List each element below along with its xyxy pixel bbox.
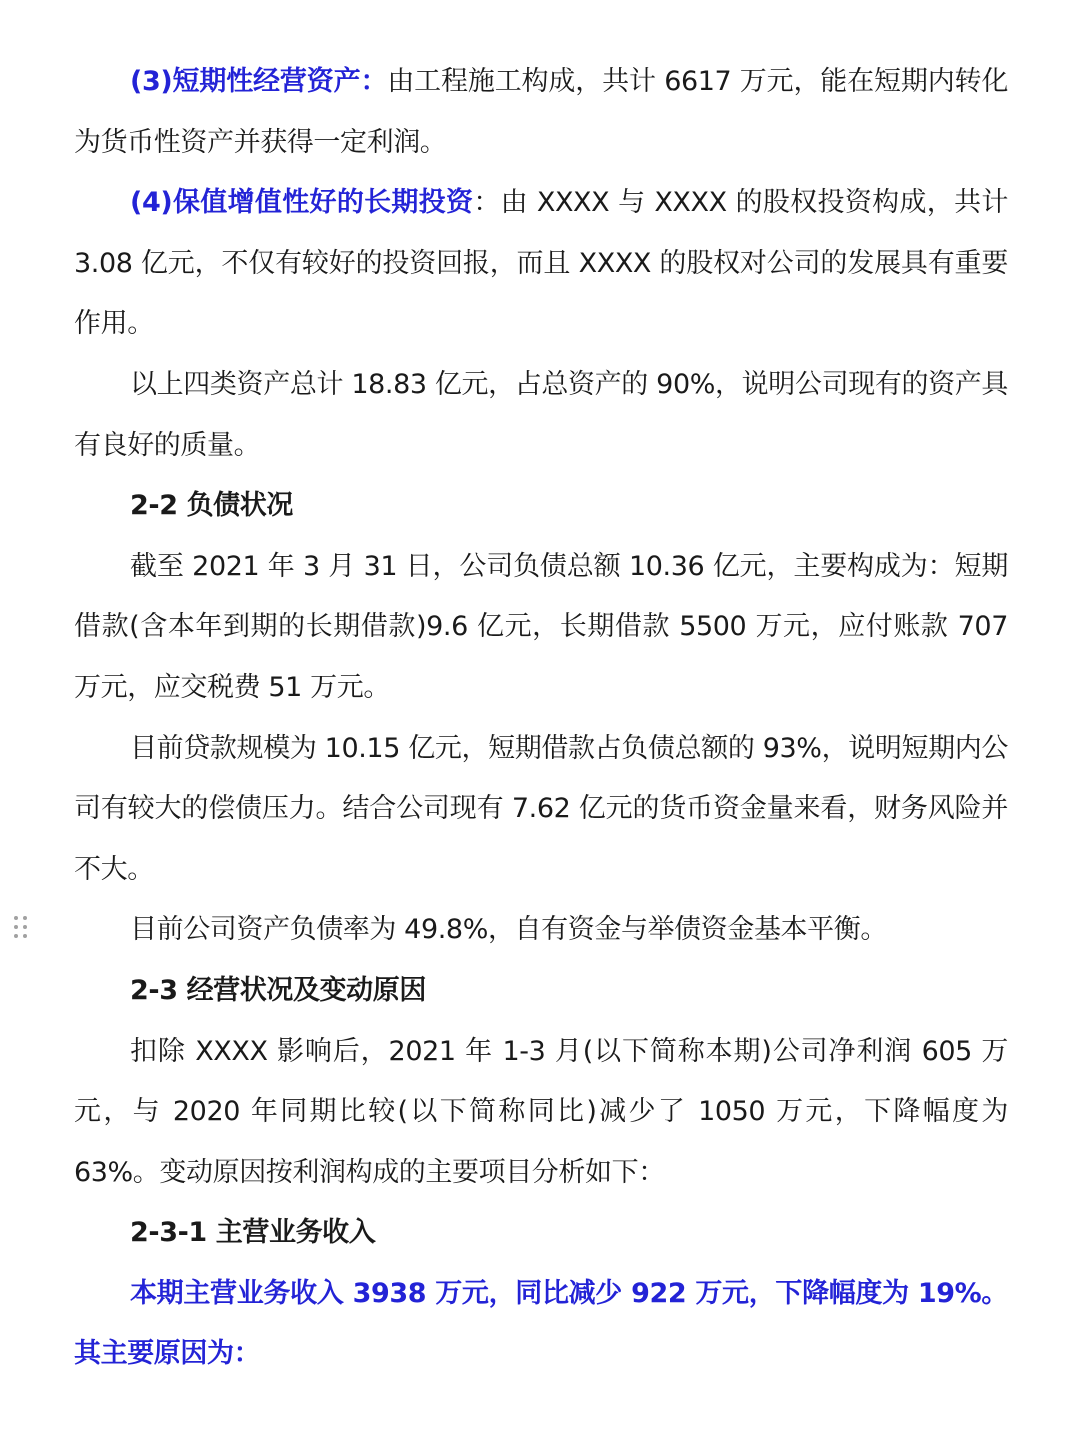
document-body bbox=[74, 52, 1008, 1385]
paragraph-short-term-assets bbox=[74, 52, 1008, 173]
section-heading-operations: 2-3 经营状况及变动原因 bbox=[130, 974, 426, 1006]
paragraph-loan-scale: 目前贷款规模为 10.15 亿元，短期借款占负债总额的 93%，说明短期内公司有较大的偿债压力。结合公司现有 7.62 亿元的货币资金量来看，财务风险并不大。 bbox=[74, 732, 1008, 885]
paragraph-revenue-emphasis: 本期主营业务收入 3938 万元，同比减少 922 万元，下降幅度为 19%。其主要原因为： bbox=[74, 1277, 1008, 1370]
paragraph-text: ：由 XXXX 与 XXXX 的股权投资构成，共计 3.08 亿元，不仅有较好的投资回报，而且 XXXX 的股权对公司的发展具有重要作用。 bbox=[74, 187, 1008, 340]
section-heading-liabilities: 2-2 负债状况 bbox=[130, 490, 293, 522]
paragraph-label: (3)短期性经营资产： bbox=[130, 66, 388, 97]
paragraph-asset-summary: 以上四类资产总计 18.83 亿元，占总资产的 90%，说明公司现有的资产具有良好的质量。 bbox=[74, 368, 1008, 461]
paragraph-liability-total: 截至 2021 年 3 月 31 日，公司负债总额 10.36 亿元，主要构成为：短期借款(含本年到期的长期借款)9.6 亿元，长期借款 5500 万元，应付账款 707 万元，应交税费 51 万元。 bbox=[74, 550, 1008, 703]
paragraph-debt-ratio: 目前公司资产负债率为 49.8%，自有资金与举债资金基本平衡。 bbox=[130, 914, 887, 946]
paragraph-text: 由工程施工构成，共计 6617 万元，能在短期内转化为货币性资产并获得一定利润。 bbox=[74, 66, 1008, 158]
paragraph-long-term-investment bbox=[74, 173, 1008, 355]
drag-handle-icon[interactable] bbox=[14, 916, 30, 942]
paragraph-net-profit: 扣除 XXXX 影响后，2021 年 1-3 月(以下简称本期)公司净利润 605 万元，与 2020 年同期比较(以下简称同比)减少了 1050 万元，下降幅度为 63%。变动原因按利润构成的主要项目分析如下： bbox=[74, 1035, 1008, 1188]
paragraph-label: (4)保值增值性好的长期投资 bbox=[130, 187, 474, 219]
section-heading-main-revenue: 2-3-1 主营业务收入 bbox=[130, 1217, 376, 1249]
